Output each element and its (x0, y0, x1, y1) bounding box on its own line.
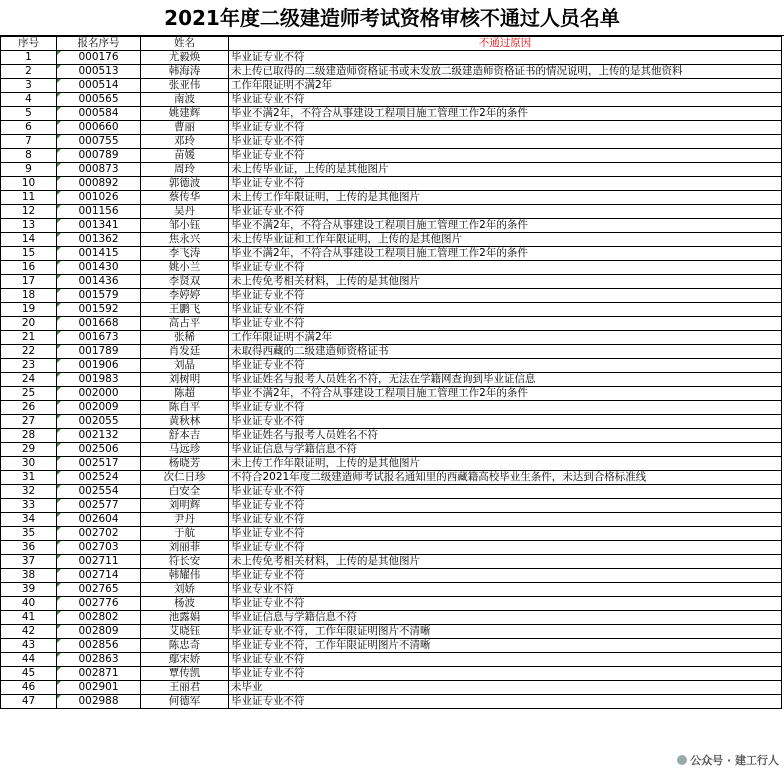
reason-cell[interactable]: 毕业证信息与学籍信息不符 (229, 443, 782, 457)
table-row (1, 219, 782, 233)
name-cell[interactable]: 郭德波 (141, 177, 229, 191)
reg-no-cell[interactable]: 002802 (57, 611, 141, 625)
table-row (1, 121, 782, 135)
seq-cell[interactable]: 21 (1, 331, 57, 345)
reason-cell[interactable]: 毕业证专业不符 (229, 695, 782, 709)
reason-cell[interactable]: 毕业证专业不符 (229, 289, 782, 303)
table-row (1, 597, 782, 611)
reason-cell[interactable]: 未毕业 (229, 681, 782, 695)
reg-no-cell[interactable]: 002702 (57, 527, 141, 541)
name-cell[interactable]: 李飞涛 (141, 247, 229, 261)
seq-cell[interactable]: 9 (1, 163, 57, 177)
rejected-candidates-table (0, 36, 782, 709)
reason-cell[interactable]: 毕业不满2年，不符合从事建设工程项目施工管理工作2年的条件 (229, 107, 782, 121)
reg-no-cell[interactable]: 001592 (57, 303, 141, 317)
reason-cell[interactable]: 毕业证专业不符 (229, 149, 782, 163)
seq-cell[interactable]: 22 (1, 345, 57, 359)
reg-no-cell[interactable]: 001789 (57, 345, 141, 359)
name-cell[interactable]: 陈忠奇 (141, 639, 229, 653)
reg-no-cell[interactable]: 000873 (57, 163, 141, 177)
seq-cell[interactable]: 8 (1, 149, 57, 163)
reg-no-cell[interactable]: 002604 (57, 513, 141, 527)
reason-cell[interactable]: 工作年限证明不满2年 (229, 331, 782, 345)
reason-cell[interactable]: 未上传免考相关材料，上传的是其他图片 (229, 275, 782, 289)
seq-cell[interactable]: 44 (1, 653, 57, 667)
reason-cell[interactable]: 毕业证专业不符 (229, 569, 782, 583)
reason-cell[interactable]: 毕业证专业不符 (229, 513, 782, 527)
seq-cell[interactable]: 35 (1, 527, 57, 541)
table-row (1, 289, 782, 303)
name-cell[interactable]: 李贤双 (141, 275, 229, 289)
table-row (1, 275, 782, 289)
name-cell[interactable]: 覃传凯 (141, 667, 229, 681)
table-row (1, 513, 782, 527)
seq-cell[interactable]: 16 (1, 261, 57, 275)
seq-cell[interactable]: 17 (1, 275, 57, 289)
name-cell[interactable]: 邹小钰 (141, 219, 229, 233)
name-cell[interactable]: 张稀 (141, 331, 229, 345)
seq-cell[interactable]: 39 (1, 583, 57, 597)
name-cell[interactable]: 符长安 (141, 555, 229, 569)
table-row (1, 667, 782, 681)
table-row (1, 625, 782, 639)
reason-cell[interactable]: 毕业证姓名与报考人员姓名不符，无法在学籍网查询到毕业证信息 (229, 373, 782, 387)
seq-cell[interactable]: 4 (1, 93, 57, 107)
seq-cell[interactable]: 45 (1, 667, 57, 681)
name-cell[interactable]: 刘晶 (141, 359, 229, 373)
reason-cell[interactable]: 毕业证专业不符 (229, 51, 782, 65)
table-row (1, 541, 782, 555)
name-cell[interactable]: 王丽君 (141, 681, 229, 695)
reason-cell[interactable]: 毕业证专业不符 (229, 541, 782, 555)
reason-cell[interactable]: 未取得西藏的二级建造师资格证书 (229, 345, 782, 359)
reason-cell[interactable]: 未上传已取得的二级建造师资格证书或未发放二级建造师资格证书的情况说明，上传的是其他资料 (229, 65, 782, 79)
name-cell[interactable]: 高占平 (141, 317, 229, 331)
seq-cell[interactable]: 40 (1, 597, 57, 611)
table-row (1, 443, 782, 457)
reg-no-cell[interactable]: 002524 (57, 471, 141, 485)
reg-no-cell[interactable]: 001341 (57, 219, 141, 233)
reg-no-cell[interactable]: 001579 (57, 289, 141, 303)
seq-cell[interactable]: 30 (1, 457, 57, 471)
reg-no-cell[interactable]: 002856 (57, 639, 141, 653)
seq-cell[interactable]: 15 (1, 247, 57, 261)
reg-no-cell[interactable]: 002577 (57, 499, 141, 513)
seq-cell[interactable]: 23 (1, 359, 57, 373)
reason-cell[interactable]: 未上传毕业证，上传的是其他图片 (229, 163, 782, 177)
table-row (1, 261, 782, 275)
seq-cell[interactable]: 2 (1, 65, 57, 79)
name-cell[interactable]: 杨晓芳 (141, 457, 229, 471)
name-cell[interactable]: 吴丹 (141, 205, 229, 219)
table-row (1, 247, 782, 261)
seq-cell[interactable]: 12 (1, 205, 57, 219)
seq-cell[interactable]: 13 (1, 219, 57, 233)
reason-cell[interactable]: 毕业证专业不符 (229, 303, 782, 317)
table-row (1, 191, 782, 205)
name-cell[interactable]: 杨波 (141, 597, 229, 611)
seq-cell[interactable]: 27 (1, 415, 57, 429)
table-row (1, 583, 782, 597)
table-row (1, 555, 782, 569)
name-cell[interactable]: 刘娇 (141, 583, 229, 597)
table-row (1, 163, 782, 177)
header-seq[interactable]: 序号 (1, 37, 57, 51)
reg-no-cell[interactable]: 000584 (57, 107, 141, 121)
name-cell[interactable]: 焦永兴 (141, 233, 229, 247)
seq-cell[interactable]: 28 (1, 429, 57, 443)
seq-cell[interactable]: 42 (1, 625, 57, 639)
table-row (1, 373, 782, 387)
reg-no-cell[interactable]: 000514 (57, 79, 141, 93)
name-cell[interactable]: 刘明辉 (141, 499, 229, 513)
reason-cell[interactable]: 毕业证专业不符 (229, 359, 782, 373)
reason-cell[interactable]: 毕业证专业不符 (229, 653, 782, 667)
name-cell[interactable]: 于航 (141, 527, 229, 541)
reg-no-cell[interactable]: 002000 (57, 387, 141, 401)
seq-cell[interactable]: 43 (1, 639, 57, 653)
reason-cell[interactable]: 毕业证专业不符，工作年限证明图片不清晰 (229, 639, 782, 653)
reg-no-cell[interactable]: 001673 (57, 331, 141, 345)
name-cell[interactable]: 南波 (141, 93, 229, 107)
reg-no-cell[interactable]: 001156 (57, 205, 141, 219)
seq-cell[interactable]: 6 (1, 121, 57, 135)
name-cell[interactable]: 姚小兰 (141, 261, 229, 275)
table-row (1, 303, 782, 317)
name-cell[interactable]: 肖发廷 (141, 345, 229, 359)
seq-cell[interactable]: 18 (1, 289, 57, 303)
table-row (1, 177, 782, 191)
reg-no-cell[interactable]: 002517 (57, 457, 141, 471)
reg-no-cell[interactable]: 002703 (57, 541, 141, 555)
reg-no-cell[interactable]: 002554 (57, 485, 141, 499)
reason-cell[interactable]: 未上传工作年限证明，上传的是其他图片 (229, 191, 782, 205)
reg-no-cell[interactable]: 001983 (57, 373, 141, 387)
name-cell[interactable]: 姚建辉 (141, 107, 229, 121)
table-row (1, 233, 782, 247)
reason-cell[interactable]: 工作年限证明不满2年 (229, 79, 782, 93)
table-row (1, 205, 782, 219)
seq-cell[interactable]: 29 (1, 443, 57, 457)
reason-cell[interactable]: 毕业证专业不符 (229, 261, 782, 275)
wechat-icon (677, 755, 687, 765)
reg-no-cell[interactable]: 000755 (57, 135, 141, 149)
reason-cell[interactable]: 毕业证专业不符 (229, 205, 782, 219)
reason-cell[interactable]: 毕业证专业不符 (229, 135, 782, 149)
reg-no-cell[interactable]: 002132 (57, 429, 141, 443)
table-row (1, 681, 782, 695)
reason-cell[interactable]: 毕业不满2年，不符合从事建设工程项目施工管理工作2年的条件 (229, 219, 782, 233)
reg-no-cell[interactable]: 000513 (57, 65, 141, 79)
name-cell[interactable]: 尹丹 (141, 513, 229, 527)
seq-cell[interactable]: 47 (1, 695, 57, 709)
seq-cell[interactable]: 25 (1, 387, 57, 401)
reg-no-cell[interactable]: 002009 (57, 401, 141, 415)
reason-cell[interactable]: 毕业证专业不符 (229, 177, 782, 191)
reg-no-cell[interactable]: 002988 (57, 695, 141, 709)
name-cell[interactable]: 黄秋林 (141, 415, 229, 429)
name-cell[interactable]: 李婷婷 (141, 289, 229, 303)
reg-no-cell[interactable]: 000660 (57, 121, 141, 135)
reg-no-cell[interactable]: 002776 (57, 597, 141, 611)
reg-no-cell[interactable]: 002863 (57, 653, 141, 667)
reg-no-cell[interactable]: 001415 (57, 247, 141, 261)
seq-cell[interactable]: 10 (1, 177, 57, 191)
header-row (1, 37, 782, 51)
seq-cell[interactable]: 19 (1, 303, 57, 317)
reason-cell[interactable]: 毕业证专业不符 (229, 93, 782, 107)
table-row (1, 65, 782, 79)
name-cell[interactable]: 张亚伟 (141, 79, 229, 93)
name-cell[interactable]: 韩海涛 (141, 65, 229, 79)
seq-cell[interactable]: 7 (1, 135, 57, 149)
name-cell[interactable]: 艾晓钰 (141, 625, 229, 639)
table-row (1, 457, 782, 471)
reg-no-cell[interactable]: 002901 (57, 681, 141, 695)
table-row (1, 387, 782, 401)
table-row (1, 359, 782, 373)
reg-no-cell[interactable]: 001362 (57, 233, 141, 247)
seq-cell[interactable]: 26 (1, 401, 57, 415)
reg-no-cell[interactable]: 001430 (57, 261, 141, 275)
table-row (1, 149, 782, 163)
reason-cell[interactable]: 毕业专业不符 (229, 583, 782, 597)
reason-cell[interactable]: 毕业证专业不符 (229, 527, 782, 541)
name-cell[interactable]: 尤毅焕 (141, 51, 229, 65)
reason-cell[interactable]: 毕业证专业不符 (229, 499, 782, 513)
table-row (1, 653, 782, 667)
name-cell[interactable]: 刘丽菲 (141, 541, 229, 555)
reg-no-cell[interactable]: 002765 (57, 583, 141, 597)
seq-cell[interactable]: 37 (1, 555, 57, 569)
reason-cell[interactable]: 毕业不满2年，不符合从事建设工程项目施工管理工作2年的条件 (229, 247, 782, 261)
reg-no-cell[interactable]: 002711 (57, 555, 141, 569)
reg-no-cell[interactable]: 000176 (57, 51, 141, 65)
reason-cell[interactable]: 毕业证专业不符 (229, 485, 782, 499)
reason-cell[interactable]: 毕业证专业不符 (229, 121, 782, 135)
reason-cell[interactable]: 不符合2021年度二级建造师考试报名通知里的西藏籍高校毕业生条件，未达到合格标准线 (229, 471, 782, 485)
name-cell[interactable]: 池露娟 (141, 611, 229, 625)
reg-no-cell[interactable]: 001026 (57, 191, 141, 205)
reg-no-cell[interactable]: 001668 (57, 317, 141, 331)
name-cell[interactable]: 马远珍 (141, 443, 229, 457)
name-cell[interactable]: 蔡传华 (141, 191, 229, 205)
name-cell[interactable]: 陈自平 (141, 401, 229, 415)
reason-cell[interactable]: 毕业证专业不符 (229, 401, 782, 415)
header-name[interactable]: 姓名 (141, 37, 229, 51)
reg-no-cell[interactable]: 002055 (57, 415, 141, 429)
table-row (1, 527, 782, 541)
seq-cell[interactable]: 11 (1, 191, 57, 205)
seq-cell[interactable]: 41 (1, 611, 57, 625)
reason-cell[interactable]: 毕业不满2年，不符合从事建设工程项目施工管理工作2年的条件 (229, 387, 782, 401)
table-row (1, 93, 782, 107)
table-row (1, 51, 782, 65)
reason-cell[interactable]: 毕业证专业不符 (229, 597, 782, 611)
name-cell[interactable]: 舒本吉 (141, 429, 229, 443)
reason-cell[interactable]: 毕业证专业不符 (229, 415, 782, 429)
seq-cell[interactable]: 34 (1, 513, 57, 527)
table-row (1, 317, 782, 331)
reason-cell[interactable]: 未上传免考相关材料，上传的是其他图片 (229, 555, 782, 569)
name-cell[interactable]: 周玲 (141, 163, 229, 177)
reason-cell[interactable]: 毕业证专业不符 (229, 667, 782, 681)
reg-no-cell[interactable]: 002871 (57, 667, 141, 681)
table-row (1, 639, 782, 653)
reg-no-cell[interactable]: 001906 (57, 359, 141, 373)
name-cell[interactable]: 王鹏飞 (141, 303, 229, 317)
name-cell[interactable]: 次仁日珍 (141, 471, 229, 485)
table-row (1, 695, 782, 709)
table-row (1, 345, 782, 359)
seq-cell[interactable]: 20 (1, 317, 57, 331)
seq-cell[interactable]: 33 (1, 499, 57, 513)
table-row (1, 135, 782, 149)
name-cell[interactable]: 曹丽 (141, 121, 229, 135)
table-row (1, 611, 782, 625)
reg-no-cell[interactable]: 000565 (57, 93, 141, 107)
table-row (1, 499, 782, 513)
reg-no-cell[interactable]: 002714 (57, 569, 141, 583)
name-cell[interactable]: 刘树明 (141, 373, 229, 387)
name-cell[interactable]: 邓玲 (141, 135, 229, 149)
reason-cell[interactable]: 毕业证专业不符，工作年限证明图片不清晰 (229, 625, 782, 639)
reason-cell[interactable]: 未上传工作年限证明，上传的是其他图片 (229, 457, 782, 471)
name-cell[interactable]: 何德军 (141, 695, 229, 709)
name-cell[interactable]: 韩耀伟 (141, 569, 229, 583)
name-cell[interactable]: 陈超 (141, 387, 229, 401)
watermark (674, 751, 782, 769)
reg-no-cell[interactable]: 001436 (57, 275, 141, 289)
reg-no-cell[interactable]: 000789 (57, 149, 141, 163)
seq-cell[interactable]: 31 (1, 471, 57, 485)
table-row (1, 471, 782, 485)
header-reason[interactable]: 不通过原因 (229, 37, 782, 51)
reg-no-cell[interactable]: 000892 (57, 177, 141, 191)
watermark-text: 公众号 · 建工行人 (690, 754, 779, 767)
name-cell[interactable]: 白安全 (141, 485, 229, 499)
name-cell[interactable]: 苗媛 (141, 149, 229, 163)
table-body (1, 51, 782, 709)
reason-cell[interactable]: 毕业证信息与学籍信息不符 (229, 611, 782, 625)
reg-no-cell[interactable]: 002506 (57, 443, 141, 457)
seq-cell[interactable]: 3 (1, 79, 57, 93)
seq-cell[interactable]: 46 (1, 681, 57, 695)
seq-cell[interactable]: 38 (1, 569, 57, 583)
reason-cell[interactable]: 未上传毕业证和工作年限证明，上传的是其他图片 (229, 233, 782, 247)
reason-cell[interactable]: 毕业证姓名与报考人员姓名不符 (229, 429, 782, 443)
reg-no-cell[interactable]: 002809 (57, 625, 141, 639)
seq-cell[interactable]: 32 (1, 485, 57, 499)
table-row (1, 485, 782, 499)
table-row (1, 569, 782, 583)
name-cell[interactable]: 鄢宋娇 (141, 653, 229, 667)
table-row (1, 331, 782, 345)
table-row (1, 429, 782, 443)
seq-cell[interactable]: 5 (1, 107, 57, 121)
seq-cell[interactable]: 36 (1, 541, 57, 555)
table-row (1, 401, 782, 415)
seq-cell[interactable]: 24 (1, 373, 57, 387)
reason-cell[interactable]: 毕业证专业不符 (229, 317, 782, 331)
seq-cell[interactable]: 14 (1, 233, 57, 247)
table-row (1, 79, 782, 93)
header-reg-no[interactable]: 报名序号 (57, 37, 141, 51)
seq-cell[interactable]: 1 (1, 51, 57, 65)
page-title: 2021年度二级建造师考试资格审核不通过人员名单 (0, 0, 784, 36)
table-row (1, 107, 782, 121)
table-row (1, 415, 782, 429)
